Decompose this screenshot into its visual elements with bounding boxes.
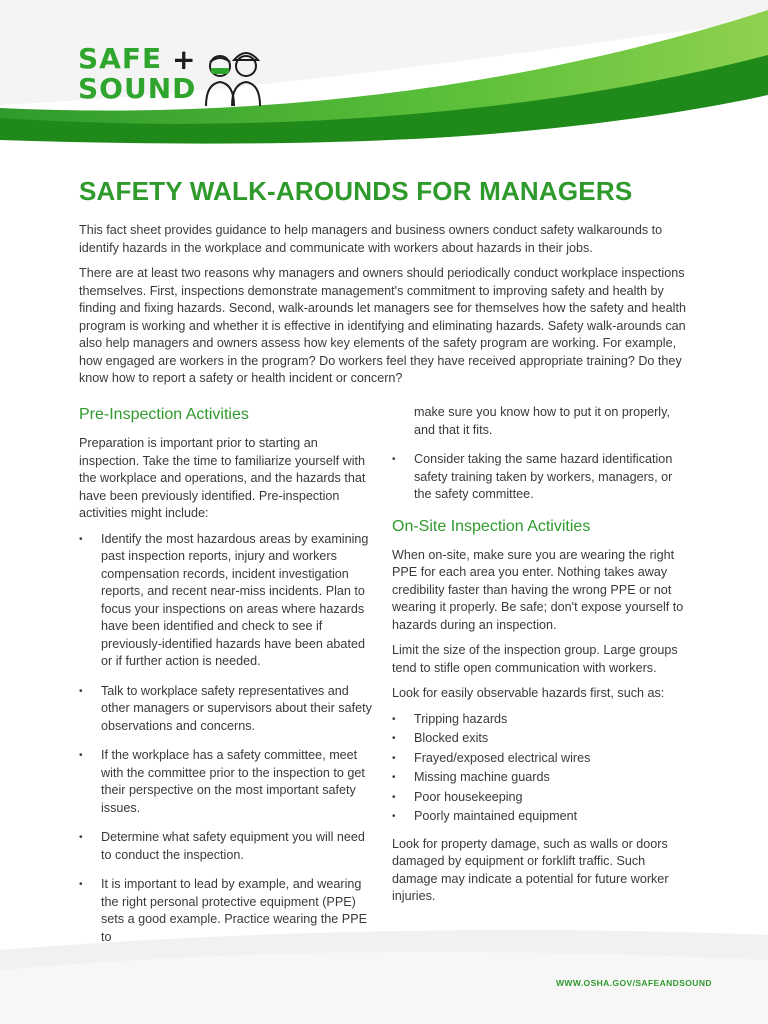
list-item: • Determine what safety equipment you will need to conduct the inspection. bbox=[79, 829, 375, 864]
on-site-heading: On-Site Inspection Activities bbox=[392, 517, 591, 535]
on-site-paragraph-4: Look for property damage, such as walls or doors damaged by equipment or forklift traffic. Such damage may indicate a potential for future worker injuries. bbox=[392, 836, 669, 903]
list-item: • If the workplace has a safety committee, meet with the committee prior to the inspection to get their perspective on the most important safety issues. bbox=[79, 747, 375, 817]
list-item: • Blocked exits bbox=[392, 730, 692, 748]
logo-line-1: SAFE bbox=[78, 42, 163, 75]
pre-inspection-list-continued bbox=[392, 451, 692, 504]
footer-band bbox=[0, 920, 768, 1024]
right-column bbox=[392, 404, 692, 914]
logo-plus: + bbox=[172, 43, 196, 76]
list-item: • Frayed/exposed electrical wires bbox=[392, 750, 692, 768]
intro-section bbox=[79, 222, 689, 396]
intro-paragraph-1: This fact sheet provides guidance to help managers and business owners conduct safety walkarounds to identify hazards in the workplace and communicate with workers about hazards in their jobs. bbox=[79, 223, 663, 255]
on-site-paragraph-3: Look for easily observable hazards first, such as: bbox=[392, 686, 665, 700]
on-site-paragraph-1: When on-site, make sure you are wearing the right PPE for each area you enter. Nothing takes away credibility faster than having the wrong PPE or not wearing it properly. Be safe; don't expose yourself to hazards during an inspection. bbox=[392, 547, 684, 632]
hazards-list bbox=[392, 711, 692, 826]
safe-sound-logo bbox=[78, 44, 278, 110]
list-item: • Poor housekeeping bbox=[392, 789, 692, 807]
pre-inspection-list bbox=[79, 531, 375, 947]
list-item: • Tripping hazards bbox=[392, 711, 692, 729]
footer-wave-graphic bbox=[0, 920, 768, 1024]
list-item: • Identify the most hazardous areas by examining past inspection reports, injury and workers compensation records, incident investigation reports, and recent near-miss incidents. Plan to focus your inspections on areas where hazards have been identified and check to see if previously-identified hazards have been abated or if further action is needed. bbox=[79, 531, 375, 671]
list-item: • Talk to workplace safety representatives and other managers or supervisors about their safety observations and concerns. bbox=[79, 683, 375, 736]
osha-url-link[interactable]: WWW.OSHA.GOV/SAFEANDSOUND bbox=[556, 978, 712, 988]
workers-people-icon bbox=[202, 44, 266, 108]
logo-line-2: SOUND bbox=[78, 72, 197, 105]
on-site-paragraph-2: Limit the size of the inspection group. Large groups tend to stifle open communication with workers. bbox=[392, 643, 678, 675]
list-item: • Poorly maintained equipment bbox=[392, 808, 692, 826]
pre-inspection-paragraph: Preparation is important prior to starting an inspection. Take the time to familiarize yourself with the workplace and operations, and the hazards that have been previously identified. Pre-inspection activities might include: bbox=[79, 436, 366, 520]
list-item: • It is important to lead by example, and wearing the right personal protective equipment (PPE) sets a good example. Practice wearing the PPE to bbox=[79, 876, 375, 946]
header-banner bbox=[0, 0, 768, 150]
list-item: • Consider taking the same hazard identification safety training taken by workers, managers, or the safety committee. bbox=[392, 451, 692, 504]
left-column bbox=[79, 404, 375, 958]
intro-paragraph-2: There are at least two reasons why managers and owners should periodically conduct workplace inspections themselves. First, inspections demonstrate management's commitment to improving safety and health by finding and fixing hazards. Second, walk-arounds let managers see for themselves how the safety and health program is working and whether it is effective in identifying and eliminating hazards. Safety walk-arounds can also help managers and owners assess how key elements of the safety program are working. For example, how engaged are workers in the program? Do workers feel they have received appropriate training? Do they know how to report a safety or health incident or concern? bbox=[79, 266, 686, 385]
list-item: • Missing machine guards bbox=[392, 769, 692, 787]
ppe-continued-text: make sure you know how to put it on properly, and that it fits. bbox=[414, 405, 670, 437]
pre-inspection-heading: Pre-Inspection Activities bbox=[79, 406, 249, 423]
page-title: SAFETY WALK-AROUNDS FOR MANAGERS bbox=[79, 176, 633, 206]
